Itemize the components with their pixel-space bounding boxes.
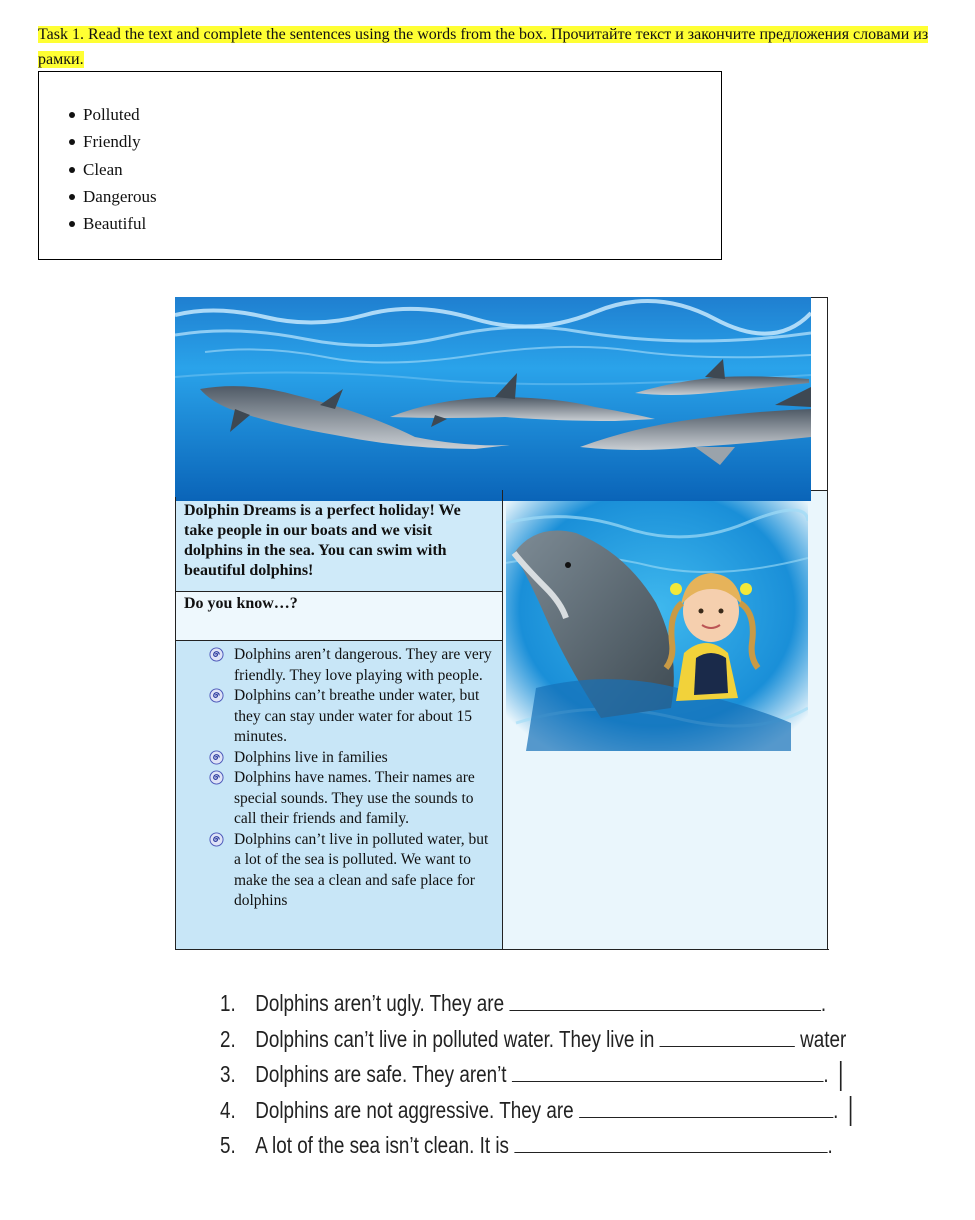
photo-column: [503, 491, 827, 949]
swirl-bullet-icon: [209, 770, 224, 785]
exercise-text: Dolphins aren’t ugly. They are: [255, 990, 510, 1016]
exercise-item: [220, 1020, 847, 1056]
task-instruction: [38, 22, 963, 72]
word-item: Polluted: [69, 101, 157, 128]
swirl-bullet-icon: [209, 832, 224, 847]
exercise-ending: .: [823, 1061, 829, 1087]
answer-blank[interactable]: [514, 1126, 827, 1153]
fact-item: [234, 645, 496, 686]
word-list: [69, 101, 157, 237]
frame-line: [827, 297, 828, 949]
exercise-number: 2.: [220, 1025, 236, 1052]
text-cursor: [840, 1061, 842, 1091]
task-text: Task 1. Read the text and complete the sentences using the words from the box. Прочитайте текст и закончите предложения словами из рамки.: [38, 26, 929, 68]
fact-text: Dolphins have names. Their names are special sounds. They use the sounds to call their friends and family.: [234, 769, 475, 827]
facts-list: [176, 641, 502, 912]
exercise-list: [220, 984, 847, 1162]
text-cursor: [850, 1096, 852, 1126]
facts-panel: [176, 641, 502, 949]
exercise-text: Dolphins can’t live in polluted water. They live in: [255, 1025, 660, 1052]
swirl-bullet-icon: [209, 688, 224, 703]
fact-item: [234, 686, 496, 748]
exercise-item: [220, 1126, 833, 1162]
girl-with-dolphin-photo: [506, 493, 808, 751]
row-divider: [175, 591, 502, 592]
exercise-ending: .: [820, 990, 827, 1016]
do-you-know-panel: [176, 592, 502, 640]
exercise-number: 1.: [220, 990, 236, 1016]
frame-line: [175, 949, 829, 950]
swirl-bullet-icon: [209, 647, 224, 662]
swirl-bullet-icon: [209, 750, 224, 765]
row-divider: [811, 490, 828, 491]
exercise-ending: .: [827, 1132, 833, 1158]
exercise-number: 5.: [220, 1132, 236, 1158]
exercise-item: [220, 984, 830, 1020]
answer-blank[interactable]: [579, 1091, 833, 1118]
fact-text: Dolphins live in families: [234, 748, 388, 766]
exercise-text: Dolphins are safe. They aren’t: [255, 1061, 512, 1087]
word-box: [38, 71, 722, 260]
fact-item: [234, 748, 496, 769]
exercise-number: 3.: [220, 1061, 236, 1087]
exercise-item: [220, 1091, 839, 1127]
fact-text: Dolphins aren’t dangerous. They are very friendly. They love playing with people.: [234, 646, 492, 684]
exercise-number: 4.: [220, 1096, 236, 1123]
fact-text: Dolphins can’t live in polluted water, but a lot of the sea is polluted. We want to make the sea a clean and safe place for dolphins: [234, 830, 489, 909]
dolphin-leaflet: [175, 297, 829, 949]
dolphins-underwater-banner: [175, 297, 811, 501]
do-you-know-heading: Do you know…?: [184, 595, 298, 612]
frame-line: [175, 497, 176, 949]
answer-blank[interactable]: [512, 1055, 824, 1082]
exercise-text: Dolphins are not aggressive. They are: [255, 1096, 579, 1123]
fact-item: [234, 830, 496, 912]
word-item: Clean: [69, 156, 157, 183]
fact-item: [234, 768, 496, 830]
exercise-item: [220, 1055, 830, 1091]
intro-text: Dolphin Dreams is a perfect holiday! We take people in our boats and we visit dolphins in the sea. You can swim with beautiful dolphins!: [184, 502, 461, 579]
word-item: Dangerous: [69, 183, 157, 210]
exercise-ending: .: [833, 1096, 839, 1123]
word-item: Friendly: [69, 128, 157, 155]
word-item: Beautiful: [69, 210, 157, 237]
answer-blank[interactable]: [509, 984, 821, 1011]
frame-line: [811, 297, 828, 298]
fact-text: Dolphins can’t breathe under water, but they can stay under water for about 15 minutes.: [234, 687, 480, 745]
answer-blank[interactable]: [660, 1020, 795, 1047]
column-divider: [502, 490, 503, 949]
exercise-text: A lot of the sea isn’t clean. It is: [255, 1132, 515, 1158]
exercise-ending: water: [794, 1025, 847, 1052]
row-divider: [175, 640, 502, 641]
intro-panel: [176, 497, 502, 591]
